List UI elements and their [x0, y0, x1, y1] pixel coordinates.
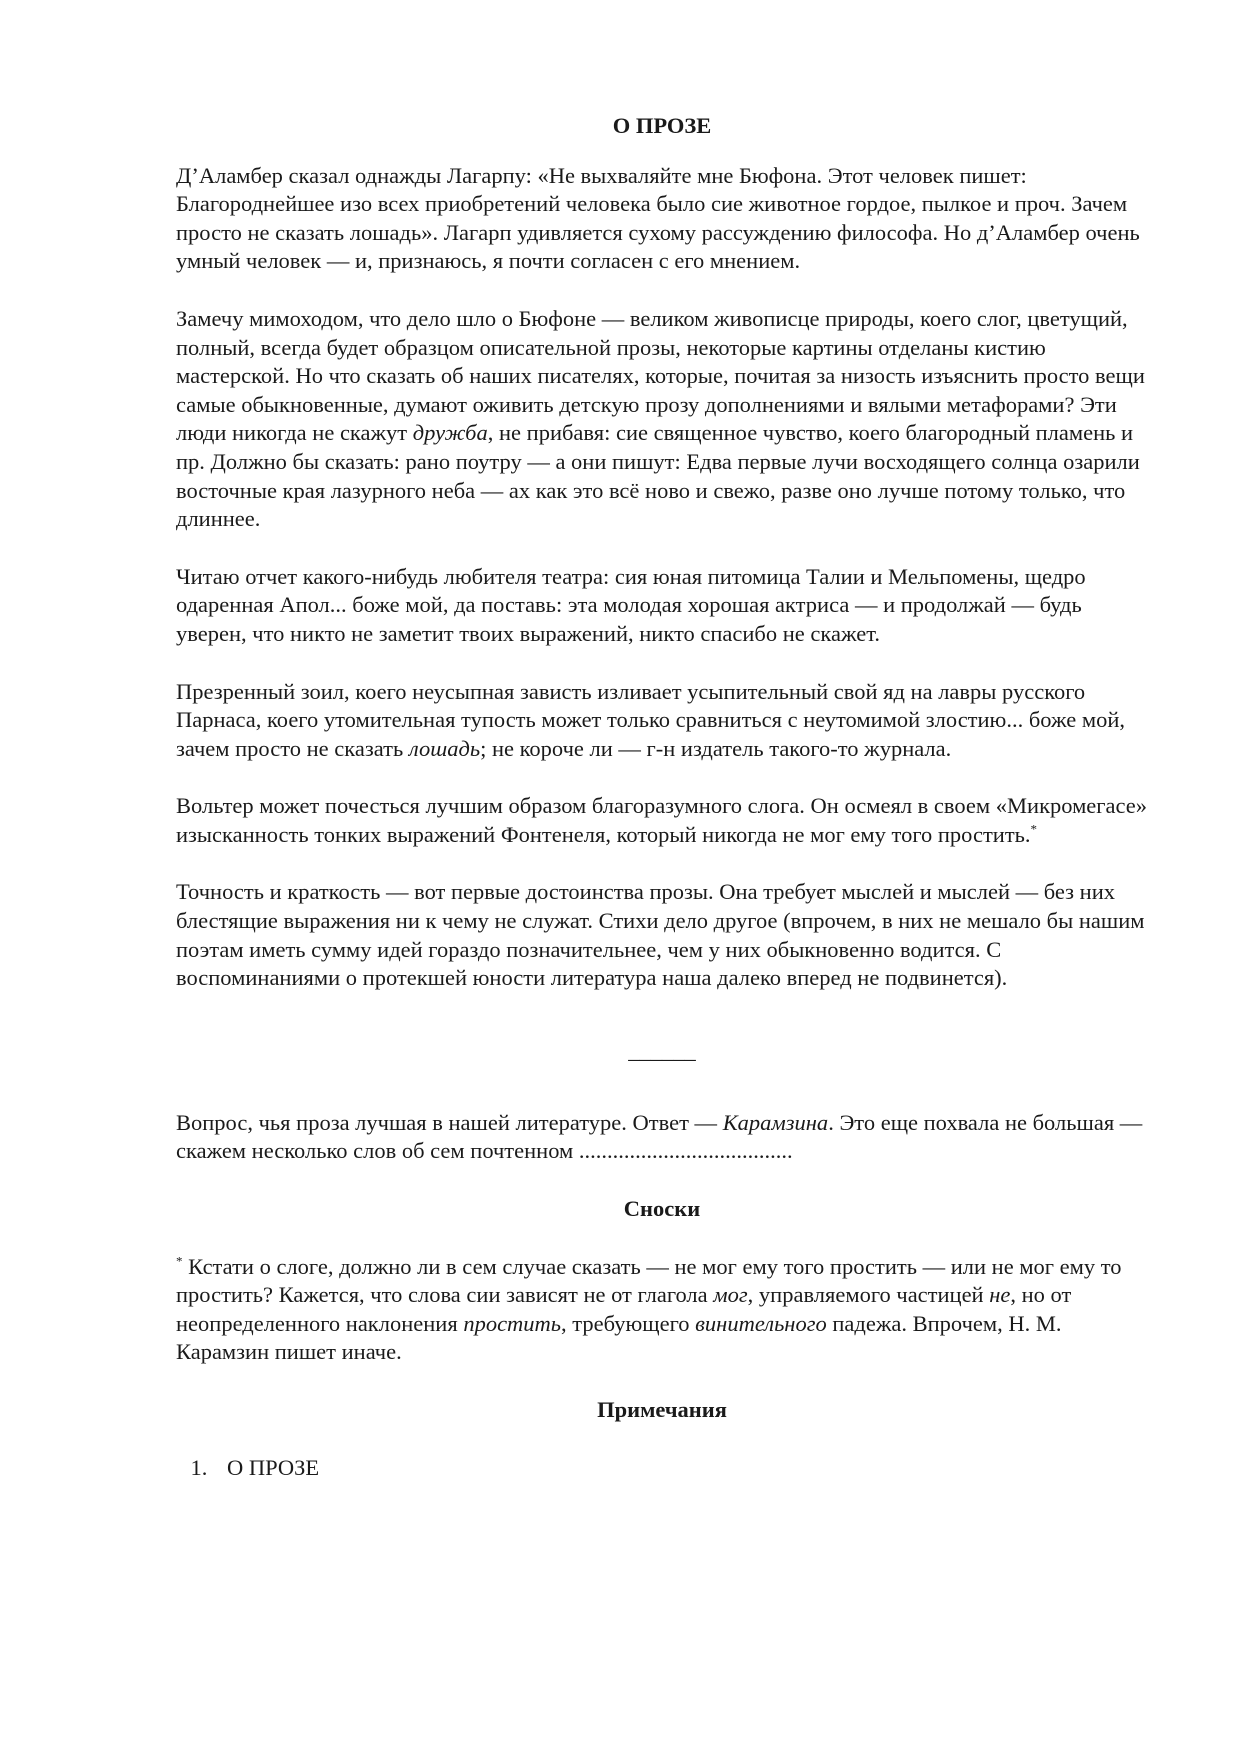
footnote-text-4: , требующего	[561, 1310, 696, 1336]
paragraph-7-text-b: . Это еще похвала не большая — скажем несколько слов об сем почтенном ......................................	[176, 1109, 1143, 1164]
section-separator: ______	[628, 1037, 696, 1063]
notes-list-item[interactable]: 1. О ПРОЗЕ	[213, 1454, 1148, 1483]
page-title: О ПРОЗЕ	[612, 113, 712, 138]
paragraph-1: Д’Аламбер сказал однажды Лагарпу: «Не выхваляйте мне Бюфона. Этот человек пишет: Благороднейшее изо всех приобретений человека было сие животное гордое, пылкое и проч. Зачем просто не сказать лошадь». Лагарп удивляется сухому рассуждению философа. Но д’Аламбер очень умный человек — и, признаюсь, я почти согласен с его мнением.	[176, 162, 1140, 274]
footnote-reference[interactable]: *	[1030, 821, 1038, 837]
document-page	[176, 112, 1148, 1482]
footnote-emphasis-1: мог	[713, 1282, 748, 1308]
paragraph-3: Читаю отчет какого-нибудь любителя театра: сия юная питомица Талии и Мельпомены, щедро одаренная Апол... боже мой, да поставь: эта молодая хорошая актриса — и продолжай — будь уверен, что никто не заметит твоих выражений, никто спасибо не скажет.	[176, 563, 1086, 646]
paragraph-5	[176, 792, 1148, 849]
notes-heading: Примечания	[597, 1397, 727, 1422]
footnote-text-3: , но от неопределенного наклонения	[176, 1282, 1072, 1336]
paragraph-2-text-b: , не прибавя: сие священное чувство, коего благородный пламень и пр. Должно бы сказать: рано поутру — а они пишут: Едва первые лучи восходящего солнца озарили восточные края лазурного неба — ах как это всё ново и свежо, разве оно лучше потому только, что длиннее.	[176, 420, 1140, 532]
paragraph-2-text-a: Замечу мимоходом, что дело шло о Бюфоне — великом живописце природы, коего слог, цветущий, полный, всегда будет образцом описательной прозы, некоторые картины отделаны кистию мастерской. Но что сказать об наших писателях, которые, почитая за низость изъяснить просто вещи самые обыкновенные, думают оживить детскую прозу дополнениями и вялыми метафорами? Эти люди никогда не скажут	[176, 305, 1145, 446]
footnote-mark[interactable]: *	[176, 1253, 183, 1269]
footnote-text-1: Кстати о слоге, должно ли в сем случае сказать — не мог ему того простить — или не мог ему то простить? Кажется, что слова сии зависят не от глагола	[176, 1253, 1122, 1308]
paragraph-4-text-a: Презренный зоил, коего неусыпная зависть изливает усыпительный свой яд на лавры русского Парнаса, коего утомительная тупость может только сравниться с неутомимой злостию... боже мой, зачем просто не сказать	[176, 678, 1126, 761]
footnotes-heading: Сноски	[623, 1196, 701, 1222]
paragraph-2-emphasis: дружба	[412, 420, 488, 446]
paragraph-7-emphasis: Карамзина	[722, 1109, 829, 1135]
paragraph-5-text: Вольтер может почесться лучшим образом благоразумного слога. Он осмеял в своем «Микромегасе» изысканность тонких выражений Фонтенеля, который никогда не мог ему того простить.	[176, 793, 1148, 847]
paragraph-4-emphasis: лошадь	[408, 735, 481, 761]
footnote-text	[176, 1253, 1148, 1367]
paragraph-7-text-a: Вопрос, чья проза лучшая в нашей литературе. Ответ —	[176, 1109, 723, 1135]
footnote-text-5: падежа. Впрочем, Н. М. Карамзин пишет иначе.	[176, 1310, 1062, 1365]
paragraph-6: Точность и краткость — вот первые достоинства прозы. Она требует мыслей и мыслей — без них блестящие выражения ни к чему не служат. Стихи дело другое (впрочем, в них не мешало бы нашим поэтам иметь сумму идей гораздо позначительнее, чем у них обыкновенно водится. С воспоминаниями о протекшей юности литература наша далеко вперед не подвинется).	[176, 879, 1145, 991]
footnote-emphasis-3: простить	[463, 1310, 562, 1336]
notes-list	[176, 1454, 1148, 1483]
paragraph-4	[176, 678, 1148, 764]
footnote-emphasis-2: не	[989, 1282, 1011, 1308]
paragraph-7	[176, 1109, 1148, 1166]
footnote-emphasis-4: винительного	[695, 1310, 827, 1336]
paragraph-4-text-b: ; не короче ли — г-н издатель такого-то журнала.	[480, 735, 952, 761]
footnote-text-2: , управляемого частицей	[747, 1282, 990, 1308]
paragraph-2	[176, 305, 1148, 534]
